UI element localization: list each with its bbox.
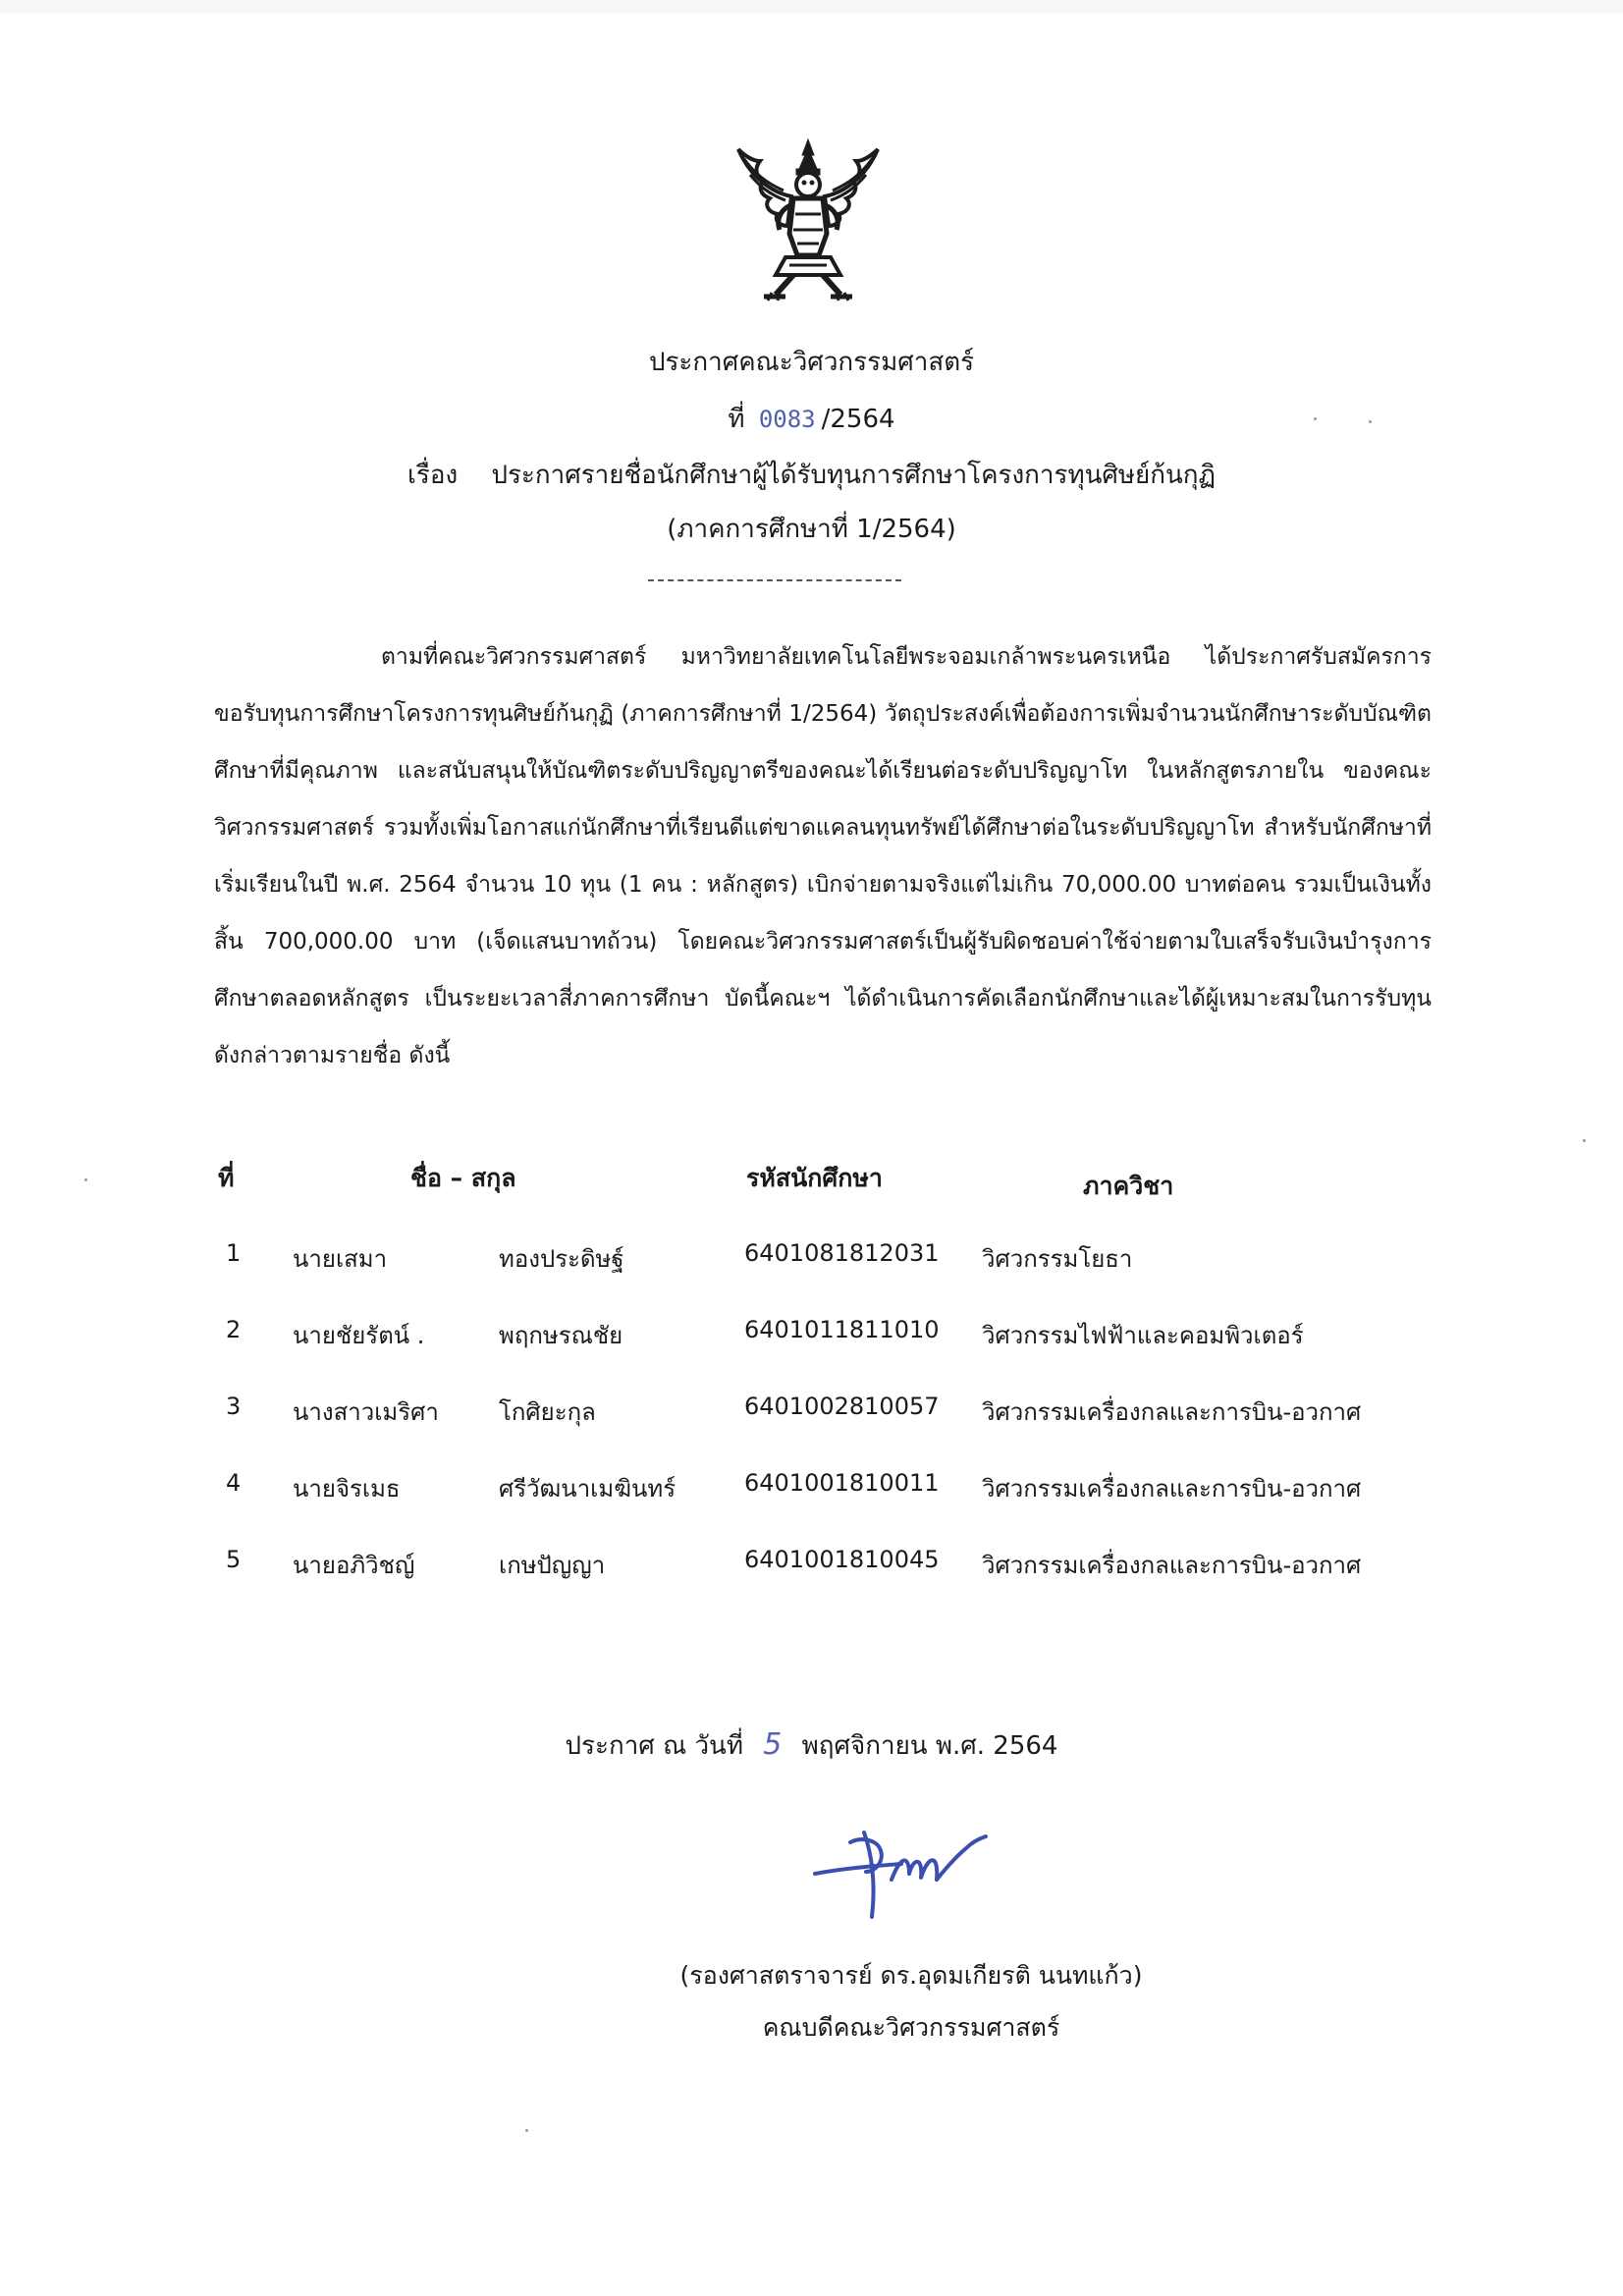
row-department: วิศวกรรมเครื่องกลและการบิน-อวกาศ [982,1475,1362,1503]
subject-text: ประกาศรายชื่อนักศึกษาผู้ได้รับทุนการศึกษาโครงการทุนศิษย์ก้นกุฏิ [491,461,1216,490]
body-paragraph [214,629,1432,1084]
number-stamp: 0083 [758,406,816,433]
number-suffix: /2564 [821,405,895,434]
subject-label: เรื่อง [407,461,459,490]
garuda-emblem-icon [725,136,892,302]
table-row [214,1393,1432,1451]
scan-speck [525,2129,528,2132]
announcement-subject [0,455,1623,495]
header-name: ชื่อ – สกุล [410,1164,516,1192]
row-no: 1 [226,1239,242,1267]
body-paragraph-text: ตามที่คณะวิศวกรรมศาสตร์ มหาวิทยาลัยเทคโนโลยีพระจอมเกล้าพระนครเหนือ ได้ประกาศรับสมัครการขอรับทุนการศึกษาโครงการทุนศิษย์ก้นกุฏิ (ภาคการศึกษาที่ 1/2564) วัตถุประสงค์เพื่อต้องการเพิ่มจำนวนนักศึกษาระดับบัณฑิตศึกษาที่มีคุณภาพ และสนับสนุนให้บัณฑิตระดับปริญญาตรีของคณะได้เรียนต่อระดับปริญญาโท ในหลักสูตรภายใน ของคณะวิศวกรรมศาสตร์ รวมทั้งเพิ่มโอกาสแก่นักศึกษาที่เรียนดีแต่ขาดแคลนทุนทรัพย์ได้ศึกษาต่อในระดับปริญญาโท สำหรับนักศึกษาที่เริ่มเรียนในปี พ.ศ. 2564 จำนวน 10 ทุน (1 คน : หลักสูตร) เบิกจ่ายตามจริงแต่ไม่เกิน 70,000.00 บาทต่อคน รวมเป็นเงินทั้งสิ้น 700,000.00 บาท (เจ็ดแสนบาทถ้วน) โดยคณะวิศวกรรมศาสตร์เป็นผู้รับผิดชอบค่าใช้จ่ายตามใบเสร็จรับเงินบำรุงการศึกษาตลอดหลักสูตร เป็นระยะเวลาสี่ภาคการศึกษา บัดนี้คณะฯ ได้ดำเนินการคัดเลือกนักศึกษาและได้ผู้เหมาะสมในการรับทุนดังกล่าวตามรายชื่อ ดังนี้ [214,644,1432,1068]
row-first-name: นายจิรเมธ [293,1475,401,1503]
table-row [214,1469,1432,1528]
scan-speck [1583,1139,1586,1142]
table-row [214,1239,1432,1298]
table-row [214,1316,1432,1375]
row-last-name: โกศิยะกุล [499,1398,596,1426]
row-student-id: 6401081812031 [744,1239,940,1267]
scan-edge-band [0,0,1623,14]
row-first-name: นายอภิวิชญ์ [293,1552,415,1579]
row-last-name: เกษปัญญา [499,1552,606,1579]
scan-speck [1314,417,1317,420]
date-day: 5 [763,1727,783,1762]
row-student-id: 6401001810045 [744,1546,940,1573]
date-suffix: พฤศจิกายน พ.ศ. 2564 [801,1731,1058,1761]
scan-speck [84,1178,87,1181]
announcement-term: (ภาคการศึกษาที่ 1/2564) [667,515,956,544]
row-department: วิศวกรรมเครื่องกลและการบิน-อวกาศ [982,1552,1362,1579]
signer-position: คณบดีคณะวิศวกรรมศาสตร์ [762,2013,1060,2042]
header-department: ภาควิชา [1083,1172,1174,1200]
row-no: 4 [226,1469,242,1497]
row-last-name: ทองประดิษฐ์ [499,1245,624,1273]
signer-name: (รองศาสตราจารย์ ดร.อุดมเกียรติ นนทแก้ว) [679,1961,1143,1990]
signature-icon [807,1815,1003,1923]
scan-speck [1369,420,1372,423]
row-student-id: 6401011811010 [744,1316,940,1343]
header-no: ที่ [218,1164,235,1192]
announcement-date [0,1725,1623,1766]
header-divider [648,579,901,581]
announcement-number [0,399,1623,439]
row-department: วิศวกรรมเครื่องกลและการบิน-อวกาศ [982,1398,1362,1426]
row-student-id: 6401002810057 [744,1393,940,1420]
row-department: วิศวกรรมไฟฟ้าและคอมพิวเตอร์ [982,1322,1304,1349]
number-prefix: ที่ [728,405,745,434]
header-student-id: รหัสนักศึกษา [746,1164,883,1192]
row-no: 5 [226,1546,242,1573]
row-first-name: นายชัยรัตน์ . [293,1322,425,1349]
table-row [214,1546,1432,1605]
announcement-title: ประกาศคณะวิศวกรรมศาสตร์ [648,348,975,377]
row-last-name: ศรีวัฒนาเมฆินทร์ [499,1475,676,1503]
row-student-id: 6401001810011 [744,1469,940,1497]
row-department: วิศวกรรมโยธา [982,1245,1133,1273]
row-no: 3 [226,1393,242,1420]
row-last-name: พฤกษรณชัย [499,1322,623,1349]
row-first-name: นายเสมา [293,1245,388,1273]
date-prefix: ประกาศ ณ วันที่ [565,1731,743,1761]
row-first-name: นางสาวเมริศา [293,1398,439,1426]
row-no: 2 [226,1316,242,1343]
